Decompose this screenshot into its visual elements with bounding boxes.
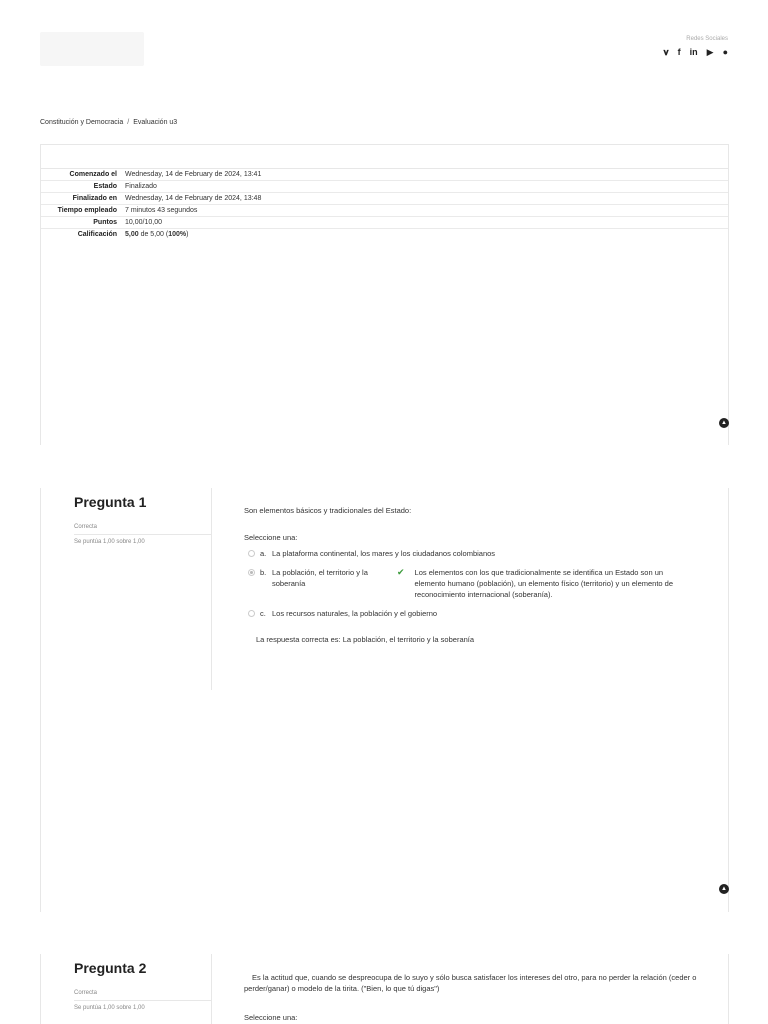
youtube-icon[interactable]: ▶ [706,47,714,57]
summary-row: Tiempo empleado 7 minutos 43 segundos [41,205,728,217]
question-1 [40,488,729,912]
linkedin-icon[interactable]: in [689,47,698,57]
radio-button[interactable] [248,550,255,557]
question-state: Correcta [74,990,212,1001]
summary-row: Comenzado el Wednesday, 14 de February de 2024, 13:41 [41,169,728,181]
question-title: Pregunta 1 [74,494,147,510]
breadcrumb-page[interactable]: Evaluación u3 [133,119,178,126]
grade-score: 5,00 [125,231,139,238]
right-answer: La respuesta correcta es: La población, el territorio y la soberanía [256,635,475,644]
question-state: Correcta [74,524,212,535]
question-text: Son elementos básicos y tradicionales del Estado: [244,506,412,515]
summary-row: Estado Finalizado [41,181,728,193]
site-logo[interactable] [40,32,144,66]
grade-percent: 100% [168,231,187,238]
facebook-icon[interactable]: f [677,47,681,57]
summary-row: Puntos 10,00/10,00 [41,217,728,229]
question-2 [40,954,729,1024]
answer-option-selected[interactable]: b. La población, el territorio y la soberanía ✔ Los elementos con los que tradicionalmente se identifica un Estado son un elemento humano (población), un elemento físico (territorio) y un elemento de reconocimiento internacional (soberanía). [244,567,704,600]
breadcrumb-separator: / [127,119,130,126]
checkmark-icon: ✔ [397,567,405,577]
scroll-top-icon[interactable]: ▲ [719,884,729,894]
scroll-top-icon[interactable]: ▲ [719,418,729,428]
summary-grade-row: Calificación 5,00 de 5,00 (100%) [77,231,189,238]
question-title: Pregunta 2 [74,960,147,976]
question-text: Es la actitud que, cuando se despreocupa de lo suyo y sólo busca satisfacer los intereses del otro, para no perder la relación (ceder o perder/ganar) o modelo de la tirita. ("Bien, lo que tú digas") [244,973,697,993]
question-grade: Se puntúa 1,00 sobre 1,00 [74,1005,145,1011]
twitter-icon[interactable]: 𝛎 [663,47,669,57]
answer-option[interactable]: a. La plataforma continental, los mares y los ciudadanos colombianos [244,548,704,559]
breadcrumb-course[interactable]: Constitución y Democracia [40,119,124,126]
social-links [664,36,728,57]
breadcrumb [40,119,177,126]
question-grade: Se puntúa 1,00 sobre 1,00 [74,539,145,545]
globe-icon[interactable]: ● [722,47,728,57]
summary-row: Finalizado en Wednesday, 14 de February de 2024, 13:48 [41,193,728,205]
attempt-summary [40,144,729,445]
answer-option[interactable]: c. Los recursos naturales, la población y el gobierno [244,608,704,619]
social-title: Redes Sociales [686,36,728,42]
option-feedback: Los elementos con los que tradicionalmente se identifica un Estado son un elemento humano (población), un elemento físico (territorio) y un elemento de reconocimiento internacional (soberanía). [414,568,674,599]
radio-button[interactable] [248,610,255,617]
radio-button[interactable] [248,569,255,576]
question-prompt: Seleccione una: [244,533,298,542]
question-prompt: Seleccione una: [244,1013,298,1022]
